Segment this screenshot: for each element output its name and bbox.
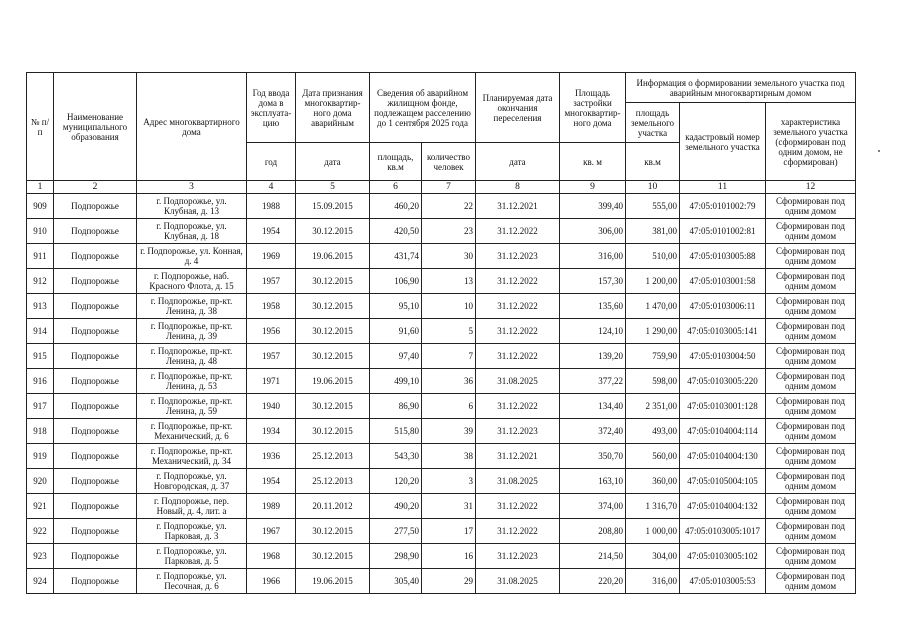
row-build-area: 374,00 xyxy=(560,494,626,519)
column-number: 4 xyxy=(247,181,296,194)
row-address: г. Подпорожье, пр-кт. Ленина, д. 39 xyxy=(137,319,247,344)
row-recognition-date: 25.12.2013 xyxy=(296,469,370,494)
column-number: 10 xyxy=(626,181,680,194)
row-end-date: 31.08.2025 xyxy=(476,469,560,494)
unit-people: количество человек xyxy=(422,143,476,181)
row-end-date: 31.12.2023 xyxy=(476,419,560,444)
row-land-status: Сформирован под одним домом xyxy=(766,369,856,394)
row-number: 915 xyxy=(27,344,54,369)
header-end-date: Планируемая дата окончания переселения xyxy=(476,73,560,143)
row-year: 1969 xyxy=(247,244,296,269)
row-land-status: Сформирован под одним домом xyxy=(766,494,856,519)
row-year: 1936 xyxy=(247,444,296,469)
unit-land-area: кв.м xyxy=(626,143,680,181)
row-cadastral: 47:05:0105004:105 xyxy=(680,469,766,494)
row-area: 97,40 xyxy=(370,344,422,369)
row-land-status: Сформирован под одним домом xyxy=(766,419,856,444)
row-build-area: 372,40 xyxy=(560,419,626,444)
row-land-area: 360,00 xyxy=(626,469,680,494)
row-land-status: Сформирован под одним домом xyxy=(766,269,856,294)
row-number: 924 xyxy=(27,569,54,594)
row-municipality: Подпорожье xyxy=(54,219,137,244)
row-area: 277,50 xyxy=(370,519,422,544)
scan-speck xyxy=(878,150,880,152)
table-body xyxy=(27,194,856,594)
row-municipality: Подпорожье xyxy=(54,519,137,544)
header-recognition-date: Дата признания многоквартир-ного дома аварийным xyxy=(296,73,370,143)
row-end-date: 31.12.2022 xyxy=(476,344,560,369)
row-land-area: 493,00 xyxy=(626,419,680,444)
table-row xyxy=(27,319,856,344)
row-recognition-date: 15.09.2015 xyxy=(296,194,370,219)
row-people: 29 xyxy=(422,569,476,594)
row-end-date: 31.08.2025 xyxy=(476,369,560,394)
row-municipality: Подпорожье xyxy=(54,544,137,569)
row-cadastral: 47:05:0103006:11 xyxy=(680,294,766,319)
row-municipality: Подпорожье xyxy=(54,394,137,419)
table-row xyxy=(27,369,856,394)
unit-area: площадь, кв.м xyxy=(370,143,422,181)
row-address: г. Подпорожье, ул. Песочная, д. 6 xyxy=(137,569,247,594)
header-land-status: характеристика земельного участка (сформирован под одним домом, не сформирован) xyxy=(766,103,856,181)
relocation-table-sheet xyxy=(26,72,856,594)
table-row xyxy=(27,519,856,544)
row-year: 1966 xyxy=(247,569,296,594)
row-cadastral: 47:05:0103005:220 xyxy=(680,369,766,394)
row-land-area: 304,00 xyxy=(626,544,680,569)
row-people: 30 xyxy=(422,244,476,269)
row-cadastral: 47:05:0104004:132 xyxy=(680,494,766,519)
row-land-area: 381,00 xyxy=(626,219,680,244)
row-address: г. Подпорожье, пр-кт. Ленина, д. 53 xyxy=(137,369,247,394)
column-number: 5 xyxy=(296,181,370,194)
row-area: 515,80 xyxy=(370,419,422,444)
column-number-row xyxy=(27,181,856,194)
row-number: 920 xyxy=(27,469,54,494)
row-cadastral: 47:05:0104004:114 xyxy=(680,419,766,444)
row-number: 917 xyxy=(27,394,54,419)
row-build-area: 377,22 xyxy=(560,369,626,394)
header-build-area: Площадь застройки многоквартир-ного дома xyxy=(560,73,626,143)
row-land-status: Сформирован под одним домом xyxy=(766,219,856,244)
row-end-date: 31.12.2022 xyxy=(476,394,560,419)
row-people: 7 xyxy=(422,344,476,369)
row-cadastral: 47:05:0103005:1017 xyxy=(680,519,766,544)
row-area: 106,90 xyxy=(370,269,422,294)
row-recognition-date: 30.12.2015 xyxy=(296,544,370,569)
row-number: 919 xyxy=(27,444,54,469)
column-number: 12 xyxy=(766,181,856,194)
header-municipality: Наименование муниципального образования xyxy=(54,73,137,181)
row-area: 490,20 xyxy=(370,494,422,519)
row-recognition-date: 20.11.2012 xyxy=(296,494,370,519)
row-municipality: Подпорожье xyxy=(54,344,137,369)
row-build-area: 124,10 xyxy=(560,319,626,344)
row-recognition-date: 30.12.2015 xyxy=(296,219,370,244)
row-end-date: 31.12.2022 xyxy=(476,319,560,344)
row-address: г. Подпорожье, ул. Конная, д. 4 xyxy=(137,244,247,269)
row-cadastral: 47:05:0103001:58 xyxy=(680,269,766,294)
row-end-date: 31.12.2023 xyxy=(476,544,560,569)
row-build-area: 135,60 xyxy=(560,294,626,319)
row-end-date: 31.12.2021 xyxy=(476,194,560,219)
row-number: 911 xyxy=(27,244,54,269)
row-people: 22 xyxy=(422,194,476,219)
row-number: 909 xyxy=(27,194,54,219)
row-municipality: Подпорожье xyxy=(54,419,137,444)
table-row xyxy=(27,469,856,494)
row-address: г. Подпорожье, ул. Клубная, д. 18 xyxy=(137,219,247,244)
row-number: 918 xyxy=(27,419,54,444)
column-number: 2 xyxy=(54,181,137,194)
row-people: 38 xyxy=(422,444,476,469)
row-land-area: 510,00 xyxy=(626,244,680,269)
emergency-housing-table xyxy=(26,72,856,594)
row-land-status: Сформирован под одним домом xyxy=(766,319,856,344)
row-address: г. Подпорожье, ул. Новгородская, д. 37 xyxy=(137,469,247,494)
row-land-status: Сформирован под одним домом xyxy=(766,444,856,469)
row-land-status: Сформирован под одним домом xyxy=(766,394,856,419)
row-area: 460,20 xyxy=(370,194,422,219)
table-row xyxy=(27,494,856,519)
row-land-status: Сформирован под одним домом xyxy=(766,194,856,219)
row-address: г. Подпорожье, ул. Клубная, д. 13 xyxy=(137,194,247,219)
header-land-info: Информация о формировании земельного участка под аварийным многоквартирным домом xyxy=(626,73,856,103)
row-people: 36 xyxy=(422,369,476,394)
unit-build-area: кв. м xyxy=(560,143,626,181)
column-number: 7 xyxy=(422,181,476,194)
row-year: 1956 xyxy=(247,319,296,344)
row-land-status: Сформирован под одним домом xyxy=(766,244,856,269)
table-row xyxy=(27,419,856,444)
row-year: 1989 xyxy=(247,494,296,519)
row-land-area: 1 470,00 xyxy=(626,294,680,319)
row-cadastral: 47:05:0103004:50 xyxy=(680,344,766,369)
row-cadastral: 47:05:0104004:130 xyxy=(680,444,766,469)
row-area: 120,20 xyxy=(370,469,422,494)
row-land-area: 560,00 xyxy=(626,444,680,469)
row-land-area: 1 200,00 xyxy=(626,269,680,294)
row-municipality: Подпорожье xyxy=(54,244,137,269)
table-row xyxy=(27,244,856,269)
row-people: 39 xyxy=(422,419,476,444)
unit-end-date: дата xyxy=(476,143,560,181)
row-people: 10 xyxy=(422,294,476,319)
unit-year: год xyxy=(247,143,296,181)
row-area: 499,10 xyxy=(370,369,422,394)
row-land-area: 598,00 xyxy=(626,369,680,394)
row-end-date: 31.12.2023 xyxy=(476,244,560,269)
row-area: 305,40 xyxy=(370,569,422,594)
row-year: 1957 xyxy=(247,269,296,294)
row-recognition-date: 19.06.2015 xyxy=(296,569,370,594)
row-end-date: 31.12.2022 xyxy=(476,269,560,294)
table-row xyxy=(27,219,856,244)
row-number: 916 xyxy=(27,369,54,394)
row-land-area: 316,00 xyxy=(626,569,680,594)
row-address: г. Подпорожье, наб. Красного Флота, д. 15 xyxy=(137,269,247,294)
row-address: г. Подпорожье, пр-кт. Ленина, д. 38 xyxy=(137,294,247,319)
row-build-area: 163,10 xyxy=(560,469,626,494)
row-end-date: 31.12.2021 xyxy=(476,444,560,469)
row-year: 1934 xyxy=(247,419,296,444)
row-build-area: 316,00 xyxy=(560,244,626,269)
row-municipality: Подпорожье xyxy=(54,194,137,219)
row-build-area: 208,80 xyxy=(560,519,626,544)
row-people: 17 xyxy=(422,519,476,544)
table-row xyxy=(27,269,856,294)
row-recognition-date: 25.12.2013 xyxy=(296,444,370,469)
row-end-date: 31.12.2022 xyxy=(476,519,560,544)
row-land-area: 1 290,00 xyxy=(626,319,680,344)
row-address: г. Подпорожье, пр-кт. Механический, д. 6 xyxy=(137,419,247,444)
row-recognition-date: 30.12.2015 xyxy=(296,519,370,544)
row-land-status: Сформирован под одним домом xyxy=(766,569,856,594)
row-recognition-date: 19.06.2015 xyxy=(296,369,370,394)
row-build-area: 306,00 xyxy=(560,219,626,244)
row-people: 5 xyxy=(422,319,476,344)
row-year: 1967 xyxy=(247,519,296,544)
column-number: 11 xyxy=(680,181,766,194)
row-build-area: 214,50 xyxy=(560,544,626,569)
row-land-area: 759,90 xyxy=(626,344,680,369)
row-year: 1940 xyxy=(247,394,296,419)
row-build-area: 139,20 xyxy=(560,344,626,369)
row-cadastral: 47:05:0101002:81 xyxy=(680,219,766,244)
row-people: 3 xyxy=(422,469,476,494)
row-year: 1968 xyxy=(247,544,296,569)
row-people: 16 xyxy=(422,544,476,569)
row-municipality: Подпорожье xyxy=(54,569,137,594)
row-end-date: 31.12.2022 xyxy=(476,494,560,519)
table-row xyxy=(27,194,856,219)
header-cadastral: кадастровый номер земельного участка xyxy=(680,103,766,181)
table-row xyxy=(27,544,856,569)
row-land-status: Сформирован под одним домом xyxy=(766,544,856,569)
column-number: 9 xyxy=(560,181,626,194)
row-year: 1954 xyxy=(247,469,296,494)
row-year: 1954 xyxy=(247,219,296,244)
row-area: 298,90 xyxy=(370,544,422,569)
table-row xyxy=(27,444,856,469)
row-area: 543,30 xyxy=(370,444,422,469)
row-end-date: 31.08.2025 xyxy=(476,569,560,594)
row-municipality: Подпорожье xyxy=(54,444,137,469)
row-people: 6 xyxy=(422,394,476,419)
row-cadastral: 47:05:0103005:102 xyxy=(680,544,766,569)
row-municipality: Подпорожье xyxy=(54,469,137,494)
row-land-area: 1 000,00 xyxy=(626,519,680,544)
row-end-date: 31.12.2022 xyxy=(476,219,560,244)
row-number: 922 xyxy=(27,519,54,544)
row-number: 912 xyxy=(27,269,54,294)
row-number: 913 xyxy=(27,294,54,319)
row-address: г. Подпорожье, пр-кт. Ленина, д. 48 xyxy=(137,344,247,369)
row-area: 420,50 xyxy=(370,219,422,244)
row-address: г. Подпорожье, пр-кт. Ленина, д. 59 xyxy=(137,394,247,419)
row-recognition-date: 30.12.2015 xyxy=(296,319,370,344)
row-address: г. Подпорожье, ул. Парковая, д. 5 xyxy=(137,544,247,569)
row-recognition-date: 19.06.2015 xyxy=(296,244,370,269)
header-address: Адрес многоквартирного дома xyxy=(137,73,247,181)
row-people: 13 xyxy=(422,269,476,294)
row-cadastral: 47:05:0103001:128 xyxy=(680,394,766,419)
row-number: 921 xyxy=(27,494,54,519)
header-emergency-fund: Сведения об аварийном жилищном фонде, подлежащем расселению до 1 сентября 2025 года xyxy=(370,73,476,143)
row-land-status: Сформирован под одним домом xyxy=(766,344,856,369)
row-address: г. Подпорожье, ул. Парковая, д. 3 xyxy=(137,519,247,544)
row-cadastral: 47:05:0103005:53 xyxy=(680,569,766,594)
row-build-area: 350,70 xyxy=(560,444,626,469)
row-land-area: 2 351,00 xyxy=(626,394,680,419)
row-area: 431,74 xyxy=(370,244,422,269)
row-municipality: Подпорожье xyxy=(54,269,137,294)
row-area: 91,60 xyxy=(370,319,422,344)
column-number: 8 xyxy=(476,181,560,194)
row-cadastral: 47:05:0103005:88 xyxy=(680,244,766,269)
table-row xyxy=(27,294,856,319)
row-recognition-date: 30.12.2015 xyxy=(296,269,370,294)
table-row xyxy=(27,569,856,594)
row-recognition-date: 30.12.2015 xyxy=(296,419,370,444)
row-municipality: Подпорожье xyxy=(54,494,137,519)
row-land-area: 1 316,70 xyxy=(626,494,680,519)
row-number: 923 xyxy=(27,544,54,569)
header-number: № п/п xyxy=(27,73,54,181)
row-number: 914 xyxy=(27,319,54,344)
row-cadastral: 47:05:0101002:79 xyxy=(680,194,766,219)
row-municipality: Подпорожье xyxy=(54,369,137,394)
row-municipality: Подпорожье xyxy=(54,319,137,344)
column-number: 6 xyxy=(370,181,422,194)
row-year: 1957 xyxy=(247,344,296,369)
row-year: 1958 xyxy=(247,294,296,319)
row-number: 910 xyxy=(27,219,54,244)
row-end-date: 31.12.2022 xyxy=(476,294,560,319)
row-address: г. Подпорожье, пер. Новый, д. 4, лит. а xyxy=(137,494,247,519)
row-recognition-date: 30.12.2015 xyxy=(296,344,370,369)
table-row xyxy=(27,344,856,369)
row-land-area: 555,00 xyxy=(626,194,680,219)
row-land-status: Сформирован под одним домом xyxy=(766,294,856,319)
column-number: 1 xyxy=(27,181,54,194)
row-people: 23 xyxy=(422,219,476,244)
row-build-area: 134,40 xyxy=(560,394,626,419)
row-build-area: 399,40 xyxy=(560,194,626,219)
row-municipality: Подпорожье xyxy=(54,294,137,319)
row-build-area: 220,20 xyxy=(560,569,626,594)
header-land-area: площадь земельного участка xyxy=(626,103,680,143)
row-cadastral: 47:05:0103005:141 xyxy=(680,319,766,344)
row-build-area: 157,30 xyxy=(560,269,626,294)
row-people: 31 xyxy=(422,494,476,519)
header-year: Год ввода дома в эксплуата-цию xyxy=(247,73,296,143)
row-area: 95,10 xyxy=(370,294,422,319)
row-recognition-date: 30.12.2015 xyxy=(296,394,370,419)
column-number: 3 xyxy=(137,181,247,194)
row-recognition-date: 30.12.2015 xyxy=(296,294,370,319)
row-area: 86,90 xyxy=(370,394,422,419)
row-land-status: Сформирован под одним домом xyxy=(766,469,856,494)
row-year: 1988 xyxy=(247,194,296,219)
unit-date: дата xyxy=(296,143,370,181)
table-row xyxy=(27,394,856,419)
row-land-status: Сформирован под одним домом xyxy=(766,519,856,544)
row-year: 1971 xyxy=(247,369,296,394)
row-address: г. Подпорожье, пр-кт. Механический, д. 34 xyxy=(137,444,247,469)
